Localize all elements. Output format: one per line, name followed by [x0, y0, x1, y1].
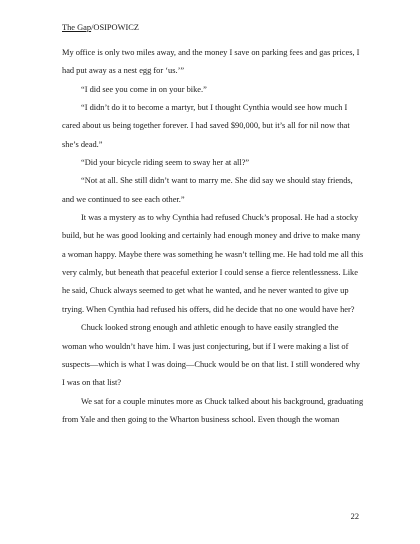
- paragraph: “I didn’t do it to become a martyr, but I thought Cynthia would see how much I cared about us being together forever. I had saved $90,000, but it’s all for nil now that she’s dead.”: [62, 103, 350, 149]
- paragraph: “I did see you come in on your bike.”: [81, 84, 207, 94]
- header-separator: /: [91, 23, 94, 32]
- running-header: [62, 23, 139, 33]
- paragraph: My office is only two miles away, and the money I save on parking fees and gas prices, I had put away as a nest egg for ‘us.’”: [62, 48, 360, 76]
- header-author: OSIPOWICZ: [93, 23, 140, 32]
- page-number: 22: [350, 512, 359, 521]
- body-text: [62, 44, 364, 429]
- header-title: The Gap: [62, 23, 92, 32]
- paragraph: “Did your bicycle riding seem to sway her at all?”: [81, 158, 250, 168]
- paragraph: Chuck looked strong enough and athletic enough to have easily strangled the woman who wouldn’t have him. I was just conjecturing, but if I were making a list of suspects—which is what I was doing—Chuck would be on that list. I still wondered why I was on that list?: [62, 323, 360, 388]
- paragraph: It was a mystery as to why Cynthia had refused Chuck’s proposal. He had a stocky build, but he was good looking and certainly had enough money and drive to make many a woman happy. Maybe there was something he wasn’t telling me. He had told me all this very calmly, but beneath that peaceful exterior I could sense a fierce relentlessness. Like he said, Chuck always seemed to get what he wanted, and he never wanted to give up trying. When Cynthia had refused his offers, did he decide that no one would have her?: [62, 213, 364, 314]
- paragraph: “Not at all. She still didn’t want to marry me. She did say we should stay friends, and we continued to see each other.”: [62, 176, 353, 204]
- paragraph: We sat for a couple minutes more as Chuck talked about his background, graduating from Yale and then going to the Wharton business school. Even though the woman: [62, 396, 364, 424]
